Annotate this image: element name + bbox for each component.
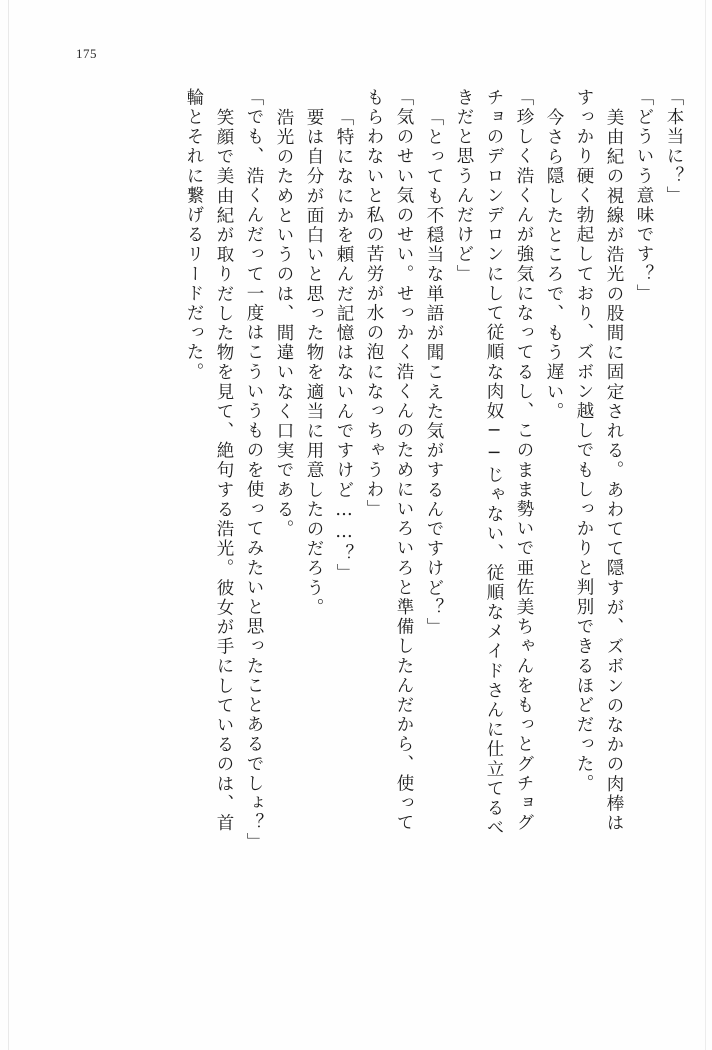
text-line: チョのデロンデロンにして従順な肉奴──じゃない、従順なメイドさんに仕立てるべ — [484, 88, 504, 838]
text-line: 今さら隠したところで、もう遅い。 — [544, 108, 564, 422]
text-line: 「気のせい気のせい。せっかく浩くんのためにいろいろと準備したんだから、使って — [394, 88, 414, 833]
scan-edge-left — [8, 0, 9, 1050]
text-line: 笑顔で美由紀が取りだした物を見て、絶句する浩光。彼女が手にしているのは、首 — [214, 108, 234, 834]
text-line: 「本当に？」 — [664, 88, 684, 206]
scan-edge-right — [705, 0, 706, 1050]
text-line: 要は自分が面白いと思った物を適当に用意したのだろう。 — [304, 108, 324, 618]
text-line: 美由紀の視線が浩光の股間に固定される。あわてて隠すが、ズボンのなかの肉棒は — [604, 108, 624, 834]
text-line: 浩光のためというのは、間違いなく口実である。 — [274, 108, 294, 540]
text-line: 輪とそれに繋げるリードだった。 — [184, 88, 204, 382]
vertical-text-body — [36, 88, 682, 1008]
text-line: 「どういう意味です？」 — [634, 88, 654, 304]
text-line: 「でも、浩くんだって一度はこういうものを使ってみたいと思ったことあるでしょ？」 — [244, 88, 264, 853]
text-line: きだと思うんだけど」 — [454, 88, 474, 284]
text-line: 「珍しく浩くんが強気になってるし、このまま勢いで亜佐美ちゃんをもっとグチョグ — [514, 88, 534, 833]
page-number: 175 — [76, 46, 97, 61]
text-line: 「特になにかを頼んだ記憶はないんですけど……？」 — [334, 108, 354, 584]
text-line: 「とっても不穏当な単語が聞こえた気がするんですけど？」 — [424, 108, 444, 638]
text-line: もらわないと私の苦労が水の泡になっちゃうわ」 — [364, 88, 384, 520]
text-line: すっかり硬く勃起しており、ズボン越しでもしっかりと判別できるほどだった。 — [574, 88, 594, 794]
